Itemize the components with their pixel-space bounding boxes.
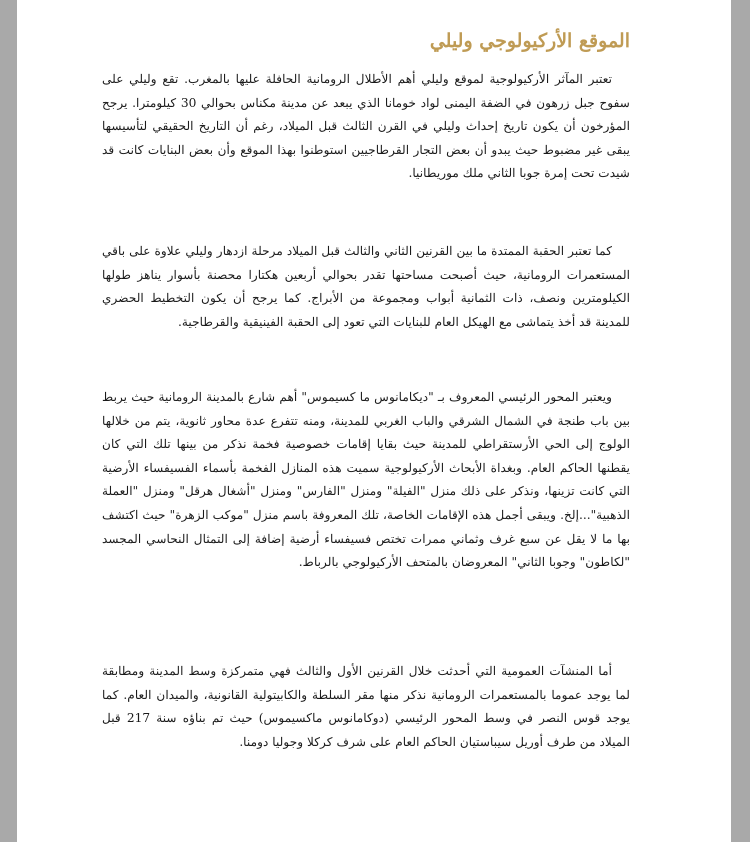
- page-title: الموقع الأركيولوجي وليلي: [429, 30, 630, 52]
- paragraph-2-text: كما تعتبر الحقبة الممتدة ما بين القرنين الثاني والثالث قبل الميلاد مرحلة ازدهار وليلي علاوة على باقي المستعمرات الرومانية، حيث أصبحت مساحتها تقدر بحوالي أربعين هكتارا محصنة بأسوار يناهز طولها الكيلومترين ونصف، ذات الثمانية أبواب ومجموعة من الأبراج. كما يرجح أن يكون التخطيط الحضري للمدينة قد أخذ يتماشى مع الهيكل العام للبنايات التي تعود إلى الحقبة الفينيقية والقرطاجية.: [102, 244, 630, 329]
- paragraph-3-text: ويعتبر المحور الرئيسي المعروف بـ "ديكامانوس ما كسيموس" أهم شارع بالمدينة الرومانية حيث يربط بين باب طنجة في الشمال الشرقي والباب الغربي للمدينة، ومنه تتفرع عدة محاور ثانوية، يتم من خلالها الولوج إلى الحي الأرستقراطي للمدينة حيث بقايا إقامات خصوصية فخمة نذكر من بينها تلك التي كان يقطنها الحاكم العام. وبغداة الأبحاث الأركيولوجية سميت هذه المنازل الفخمة بأسماء الفسيفساء الأرضية التي كانت تزينها، ونذكر على ذلك منزل "الفيلة" ومنزل "الفارس" ومنزل "أشغال هرقل" ومنزل "العملة الذهبية"...إلخ. ويبقى أجمل هذه الإقامات الخاصة، تلك المعروفة باسم منزل "موكب الزهرة" حيث اكتشف بها ما لا يقل عن سبع غرف وثماني ممرات تختص فسيفساء أرضية إضافة إلى التمثال النحاسي المجسد "لكاطون" وجوبا الثاني" المعروضان بالمتحف الأركيولوجي بالرباط.: [102, 390, 630, 570]
- document-page: [17, 0, 731, 842]
- paragraph-4: [102, 660, 630, 754]
- paragraph-3: [102, 386, 630, 575]
- paragraph-2: [102, 240, 630, 334]
- paragraph-4-text: أما المنشآت العمومية التي أحدثت خلال القرنين الأول والثالث فهي متمركزة وسط المدينة ومطابقة لما يوجد عموما بالمستعمرات الرومانية نذكر منها مقر السلطة والكابيتولية القانونية، والميدان العام. كما يوجد قوس النصر في وسط المحور الرئيسي (دوكامانوس ماكسيموس) حيث تم بناؤه سنة 217 قبل الميلاد من طرف أوريل سيباستيان الحاكم العام على شرف كركلا وجوليا دومنا.: [102, 664, 631, 749]
- paragraph-1: [102, 68, 630, 186]
- paragraph-1-text: تعتبر المآثر الأركيولوجية لموقع وليلي أهم الأطلال الرومانية الحافلة عليها بالمغرب. تقع وليلي على سفوح جبل زرهون في الضفة اليمنى لواد خومانا الذي يبعد عن مدينة مكناس بحوالي 30 كيلومترا. يرجح المؤرخون أن يكون تاريخ إحداث وليلي في القرن الثالث قبل الميلاد، رغم أن التاريخ الحقيقي لتأسيسها يبقى غير مضبوط حيث يبدو أن بعض التجار القرطاجيين استوطنوا بهذا الموقع وأن بعض البنايات كانت قد شيدت تحت إمرة جوبا الثاني ملك موريطانيا.: [102, 72, 630, 181]
